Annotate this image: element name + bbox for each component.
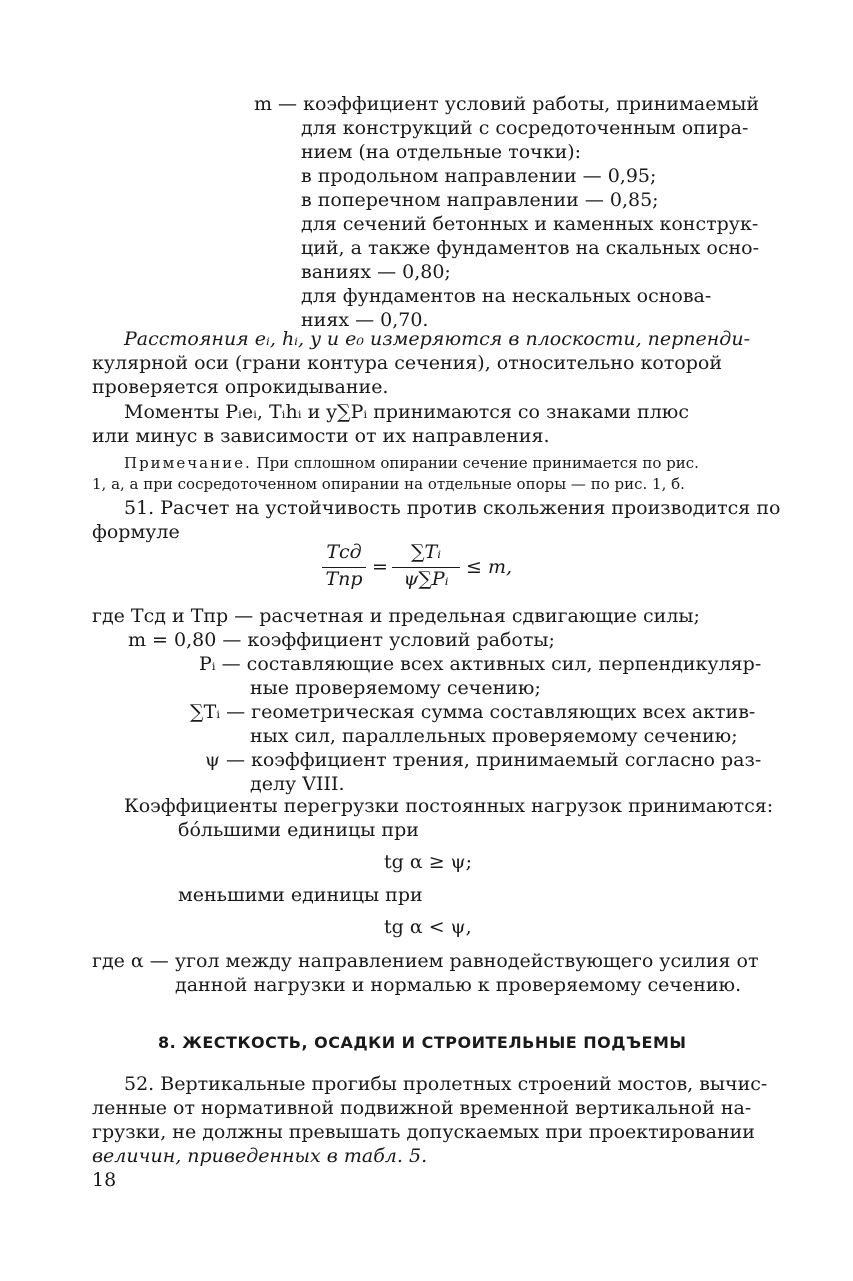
formula-tail: ≤ m,	[466, 556, 513, 578]
definition-line: ных сил, параллельных проверяемому сечению;	[250, 725, 738, 747]
definition-line: ∑Tᵢ — геометрическая сумма составляющих всех актив-	[190, 701, 756, 723]
formula-numerator-left: Tсд	[326, 541, 362, 563]
section-heading: 8. ЖЕСТКОСТЬ, ОСАДКИ И СТРОИТЕЛЬНЫЕ ПОДЪЕМЫ	[158, 1033, 687, 1052]
m-value-longitudinal: в продольном направлении — 0,95;	[301, 165, 657, 187]
m-value-nonrock: ниях — 0,70.	[301, 309, 429, 331]
definition-line: где Tсд и Tпр — расчетная и предельная сдвигающие силы;	[92, 605, 700, 627]
m-definition-line: для сечений бетонных и каменных конструк-	[301, 213, 759, 235]
m-value-rock: ваниях — 0,80;	[301, 261, 451, 283]
definition-line: ные проверяемому сечению;	[250, 677, 541, 699]
m-definition-line: ций, а также фундаментов на скальных осно-	[301, 237, 760, 259]
paragraph-line: 52. Вертикальные прогибы пролетных строений мостов, вычис-	[124, 1073, 768, 1095]
paragraph-line: 51. Расчет на устойчивость против скольжения производится по	[124, 497, 781, 519]
paragraph-line: Коэффициенты перегрузки постоянных нагрузок принимаются:	[124, 795, 774, 817]
note-label: Примечание.	[124, 454, 252, 472]
definition-line: ψ — коэффициент трения, принимаемый согласно раз-	[205, 749, 762, 771]
paragraph-line: грузки, не должны превышать допускаемых при проектировании	[92, 1121, 755, 1143]
paragraph-line: кулярной оси (грани контура сечения), относительно которой	[92, 352, 722, 374]
formula-equals: =	[372, 556, 388, 578]
definition-line: делу VIII.	[250, 773, 345, 795]
condition-formula: tg α < ψ,	[384, 916, 472, 938]
paragraph-line: бóльшими единицы при	[178, 819, 419, 841]
note-text: При сплошном опирании сечение принимается по рис.	[251, 454, 699, 472]
formula-denominator-right: ψ∑Pᵢ	[403, 568, 449, 590]
formula-numerator-right: ∑Tᵢ	[410, 541, 442, 563]
note-line: 1, а, а при сосредоточенном опирании на отдельные опоры — по рис. 1, б.	[92, 475, 685, 493]
paragraph-line: Моменты Pᵢeᵢ, Tᵢhᵢ и y∑Pᵢ принимаются со знаками плюс	[124, 401, 689, 423]
definition-line: Pᵢ — составляющие всех активных сил, перпендикуляр-	[199, 653, 762, 675]
paragraph-line: меньшими единицы при	[178, 884, 423, 906]
paragraph-line: формуле	[92, 521, 180, 543]
formula-denominator-left: Tпр	[325, 568, 363, 590]
paragraph-line: проверяется опрокидывание.	[92, 376, 389, 398]
definition-line: данной нагрузки и нормалью к проверяемому сечению.	[175, 974, 742, 996]
note-line	[124, 453, 699, 473]
paragraph-line: или минус в зависимости от их направления.	[92, 425, 550, 447]
paragraph-line: ленные от нормативной подвижной временной вертикальной на-	[92, 1097, 752, 1119]
m-definition-line: нием (на отдельные точки):	[301, 141, 582, 163]
paragraph-line: Расстояния eᵢ, hᵢ, y и e₀ измеряются в плоскости, перпенди-	[124, 328, 750, 350]
m-value-transverse: в поперечном направлении — 0,85;	[301, 189, 659, 211]
paragraph-line: величин, приведенных в табл. 5.	[92, 1145, 428, 1167]
m-definition-line: для конструкций с сосредоточенным опира-	[301, 117, 749, 139]
definition-line: m = 0,80 — коэффициент условий работы;	[128, 629, 555, 651]
definition-line: где α — угол между направлением равнодействующего усилия от	[92, 950, 759, 972]
m-definition-line: m — коэффициент условий работы, принимаемый	[254, 93, 760, 115]
page-number: 18	[92, 1169, 117, 1191]
condition-formula: tg α ≥ ψ;	[384, 851, 472, 873]
m-definition-line: для фундаментов на нескальных основа-	[301, 285, 712, 307]
